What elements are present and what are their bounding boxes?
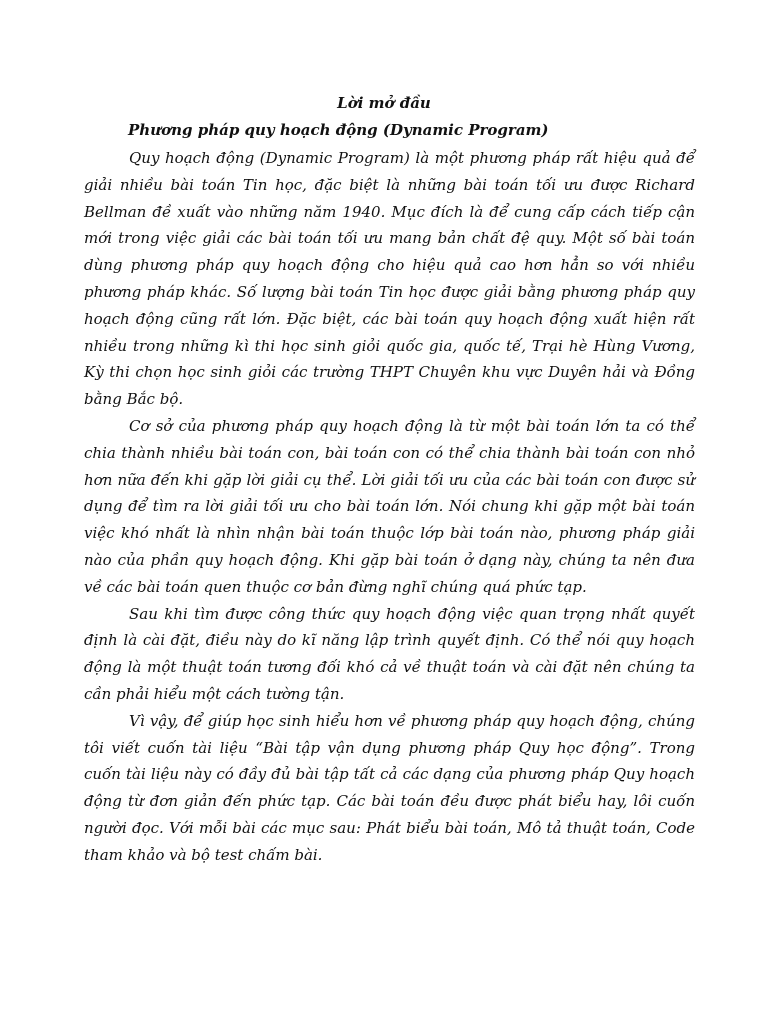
paragraph-implementation: Sau khi tìm được công thức quy hoạch động việc quan trọng nhất quyết định là cài đặt, điều này do kĩ năng lập trình quyết định. Có thể nói quy hoạch động là một thuật toán tương đối khó cả về thuật toán và cài đặt nên chúng ta cần phải hiểu một cách tường tận. [84,604,695,703]
paragraph-purpose: Vì vậy, để giúp học sinh hiểu hơn về phương pháp quy hoạch động, chúng tôi viết cuốn tài liệu “Bài tập vận dụng phương pháp Quy học động”. Trong cuốn tài liệu này có đầy đủ bài tập tất cả các dạng của phương pháp Quy hoạch động từ đơn giản đến phức tạp. Các bài toán đều được phát biểu hay, lôi cuốn người đọc. Với mỗi bài các mục sau: Phát biểu bài toán, Mô tả thuật toán, Code tham khảo và bộ test chấm bài. [84,711,695,864]
paragraph-foundation: Cơ sở của phương pháp quy hoạch động là từ một bài toán lớn ta có thể chia thành nhiều bài toán con, bài toán con có thể chia thành bài toán con nhỏ hơn nữa đến khi gặp lời giải cụ thể. Lời giải tối ưu của các bài toán con được sử dụng để tìm ra lời giải tối ưu cho bài toán lớn. Nói chung khi gặp một bài toán việc khó nhất là nhìn nhận bài toán thuộc lớp bài toán nào, phương pháp giải nào của phần quy hoạch động. Khi gặp bài toán ở dạng này, chúng ta nên đưa về các bài toán quen thuộc cơ bản đừng nghĩ chúng quá phức tạp. [84,416,695,596]
paragraph-intro: Quy hoạch động (Dynamic Program) là một phương pháp rất hiệu quả để giải nhiều bài toán Tin học, đặc biệt là những bài toán tối ưu được Richard Bellman đề xuất vào những năm 1940. Mục đích là để cung cấp cách tiếp cận mới trong việc giải các bài toán tối ưu mang bản chất đệ quy. Một số bài toán dùng phương pháp quy hoạch động cho hiệu quả cao hơn hẳn so với nhiều phương pháp khác. Số lượng bài toán Tin học được giải bằng phương pháp quy hoạch động cũng rất lớn. Đặc biệt, các bài toán quy hoạch động xuất hiện rất nhiều trong những kì thi học sinh giỏi quốc gia, quốc tế, Trại hè Hùng Vương, Kỳ thi chọn học sinh giỏi các trường THPT Chuyên khu vực Duyên hải và Đồng bằng Bắc bộ. [84,149,695,409]
section-heading: Phương pháp quy hoạch động (Dynamic Program) [128,121,549,139]
document-title: Lời mở đầu [337,94,431,112]
body-text [84,145,695,869]
